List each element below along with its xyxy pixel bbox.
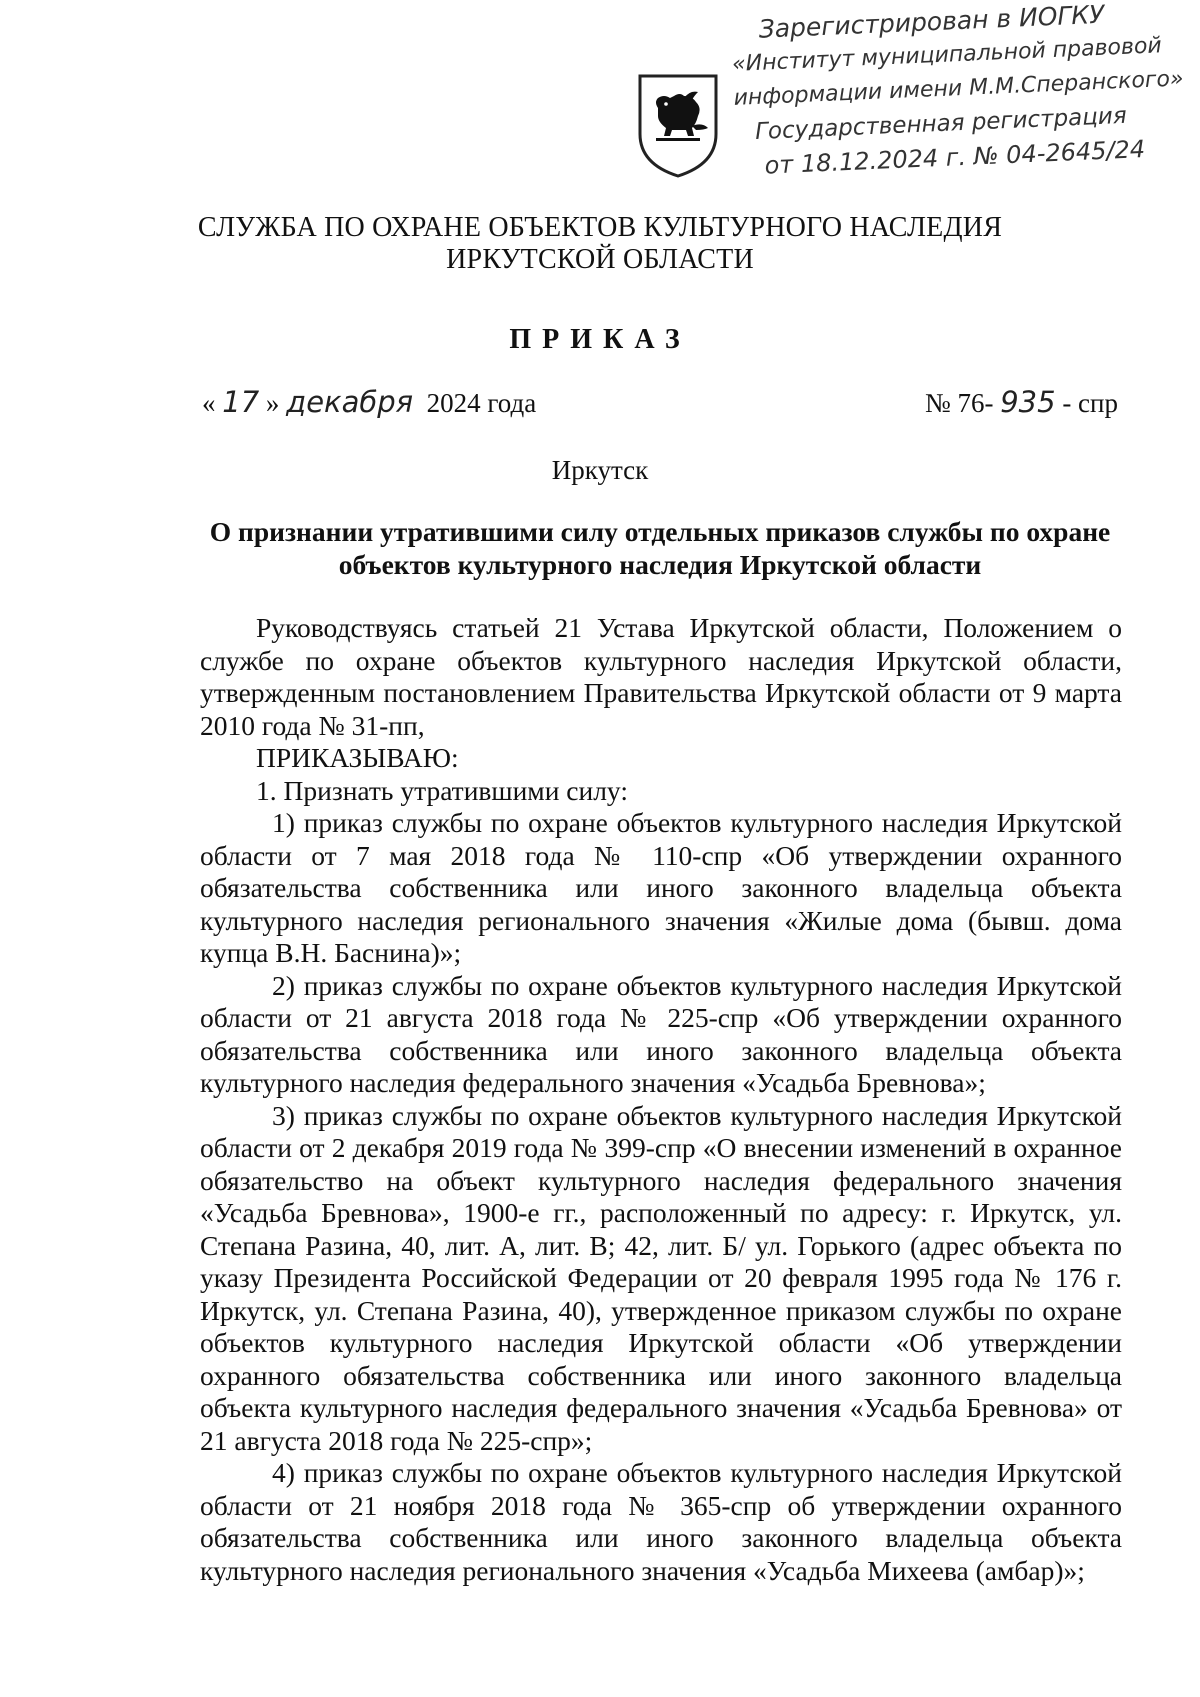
organization-line-1: СЛУЖБА ПО ОХРАНЕ ОБЪЕКТОВ КУЛЬТУРНОГО НАСЛЕДИЯ [197,212,1003,243]
document-body [200,612,1122,1587]
document-subject [200,515,1120,581]
date-month: декабря [286,385,414,419]
organization-name [0,212,1200,276]
number-value: 935 [1000,385,1056,419]
list-item: 1) приказ службы по охране объектов культурного наследия Иркутской области от 7 мая 2018 года № 110-спр «Об утверждении охранного обязательства собственника или иного законного владельца объекта культурного наследия регионального значения «Жилые дома (бывш. дома купца В.Н. Баснина)»; [200,807,1122,968]
coat-of-arms-emblem [636,72,720,180]
date-year: 2024 года [426,388,537,418]
list-item: 4) приказ службы по охране объектов культурного наследия Иркутской области от 21 ноября 2018 года № 365-спр об утверждении охранного обязательства собственника или иного законного владельца объекта культурного наследия регионального значения «Усадьба Михеева (амбар)»; [200,1457,1122,1586]
list-item: 2) приказ службы по охране объектов культурного наследия Иркутской области от 21 августа 2018 года № 225-спр «Об утверждении охранного обязательства собственника или иного законного владельца объекта культурного наследия федерального значения «Усадьба Бревнова»; [200,969,1122,1098]
organization-line-2: ИРКУТСКОЙ ОБЛАСТИ [446,244,754,275]
registration-line: информации имени М.М.Сперанского» [733,66,1184,111]
date-day: 17 [222,385,260,419]
number-prefix: № 76- [924,388,994,418]
preamble-paragraph: Руководствуясь статьей 21 Устава Иркутской области, Положением о службе по охране объектов культурного наследия Иркутской области, утвержденным постановлением Правительства Иркутской области от 9 марта 2010 года № 31-пп, [200,612,1122,741]
date-open-quote: « [202,388,216,418]
registration-stamp [730,0,1197,184]
document-number [925,385,1118,419]
registration-line: от 18.12.2024 г. № 04-2645/24 [764,135,1146,180]
date-number-line [202,385,1118,425]
document-date [202,385,536,419]
subject-line-2: объектов культурного наследия Иркутской области [338,549,982,580]
date-close-quote: » [265,388,280,418]
registration-line: «Институт муниципальной правовой [731,33,1163,77]
number-suffix: - спр [1062,388,1118,418]
subject-line-1: О признании утратившими силу отдельных приказов службы по охране [209,516,1111,547]
order-word: ПРИКАЗЫВАЮ: [256,742,459,773]
registration-line: Зарегистрирован в ИОГКУ [758,0,1105,44]
list-item: 3) приказ службы по охране объектов культурного наследия Иркутской области от 2 декабря 2019 года № 399-спр «О внесении изменений в охранное обязательство на объект культурного наследия федерального значения «Усадьба Бревнова», 1900-е гг., расположенный по адресу: г. Иркутск, ул. Степана Разина, 40, лит. А, лит. В; 42, лит. Б/ ул. Горького (адрес объекта по указу Президента Российской Федерации от 20 февраля 1995 года № 176 г. Иркутск, ул. Степана Разина, 40), утвержденное приказом службы по охране объектов культурного наследия Иркутской области «Об утверждении охранного обязательства собственника или иного законного владельца объекта культурного наследия федерального значения «Усадьба Бревнова» от 21 августа 2018 года № 225-спр»; [200,1099,1122,1456]
registration-line: Государственная регистрация [754,102,1128,146]
clause-1: 1. Признать утратившими силу: [256,774,628,806]
document-type-title: ПРИКАЗ [509,324,691,355]
city-name: Иркутск [551,455,649,485]
